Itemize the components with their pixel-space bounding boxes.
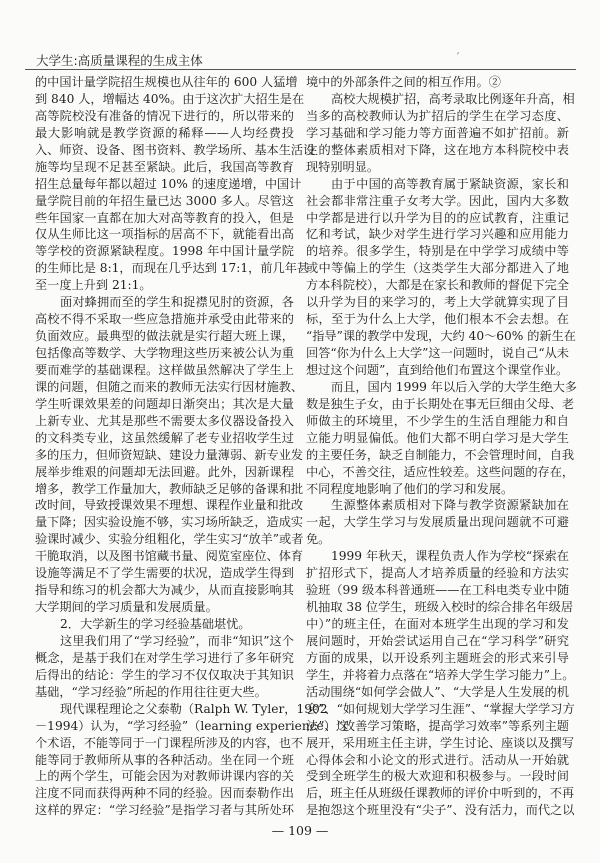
text-line: 量学院目前的年招生量已达 3000 多人。尽管这	[35, 193, 294, 208]
text-line: 最大影响就是教学资源的稀释——人均经费投	[35, 125, 294, 140]
text-line: 受到全班学生的极大欢迎和积极参与。一段时间	[306, 769, 569, 784]
paragraph	[35, 616, 294, 633]
page-number: — 109 —	[271, 823, 329, 838]
right-column	[306, 74, 577, 819]
text-line: 大学期间的学习质量和发展质量。	[35, 600, 218, 615]
text-line: 等学校的资源紧缺程度。1998 年中国计量学院	[35, 244, 294, 259]
text-line: 1999 年秋天，课程负责人作为学校“探索在	[331, 549, 569, 564]
paragraph	[35, 74, 316, 294]
text-line: 增多，教学工作量加大，教师缺乏足够的备课和批	[35, 481, 304, 496]
text-line: 学生，并将着力点落在“培养大学生学习能力”上。	[306, 667, 575, 682]
text-line: 忆和考试，缺少对学生进行学习兴趣和应用能力	[306, 227, 569, 242]
text-line: 注度不同而获得两种不同的经验。因而泰勒作出	[35, 786, 294, 801]
text-line: 中学都是进行以升学为目的的应试教育，注重记	[306, 210, 569, 225]
text-line: 后得出的结论：学生的学习不仅仅取决于其知识	[35, 667, 294, 682]
text-line: 这里我们用了“学习经验”，而非“知识”这个	[60, 633, 294, 648]
text-line: 招生总量每年都以超过 10% 的速度递增，中国计	[35, 176, 302, 191]
text-line: 想过这个问题”，直到给他们布置这个课堂作业。	[306, 362, 569, 377]
text-line: 改时间，导致授课效果不理想、课程作业量和批改	[35, 498, 304, 513]
text-line: 个术语，不能等同于一门课程所涉及的内容，也不	[35, 735, 304, 750]
text-line: 课的问题，但随之而来的教师无法实行因材施教、	[35, 379, 304, 394]
text-line: 心得体会和小论文的形式进行。活动从一开始就	[306, 752, 569, 767]
text-line: 学习基础和学习能力等方面普遍不如扩招前。新	[306, 125, 569, 140]
text-line: 标，至于为什么上大学，他们根本不会去想。在	[306, 312, 569, 327]
text-line: 要而难学的基础课程。这样做虽然解决了学生上	[35, 362, 294, 377]
text-line: 立能力明显偏低。他们大都不明白学习是大学生	[306, 430, 569, 445]
stray-mark: ′	[457, 52, 460, 63]
text-line: 机抽取 38 位学生，班级入校时的综合排名年级居	[306, 600, 574, 615]
text-line: 由于中国的高等教育属于紧缺资源，家长和	[331, 176, 569, 191]
text-line: 指导和练习的机会都大为减少，从而直接影响其	[35, 583, 294, 598]
text-line: 会”、“如何规划大学学习生涯”、“掌握大学学习方	[306, 701, 575, 716]
text-line: 2．大学新生的学习经验基础堪忧。	[60, 617, 251, 631]
text-line: 而且，国内 1999 年以后入学的大学生绝大多	[331, 379, 577, 394]
paragraph	[306, 74, 569, 91]
paragraph	[306, 497, 569, 548]
text-line: 现代课程理论之父泰勒（Ralph W. Tyler，1902	[60, 701, 328, 716]
paragraph	[306, 548, 575, 819]
text-line: 方面的成果，以开设系列主题班会的形式来引导	[306, 650, 569, 665]
text-line: 的文科类专业，这虽然缓解了老专业招收学生过	[35, 430, 294, 445]
text-line: 展开，采用班主任主讲，学生讨论、座谈以及撰写	[306, 735, 575, 750]
paragraph	[306, 379, 577, 498]
text-line: －1994）认为，“学习经验”（learning experience）这	[35, 718, 349, 733]
text-line: 或中等偏上的学生（这类学生大部分都进入了地	[306, 261, 569, 276]
text-line: 社会都非常注重子女考大学。因此，国内大多数	[306, 193, 569, 208]
text-line: 的主要任务，缺乏自制能力，不会管理时间，自我	[306, 447, 575, 462]
text-line: 中）”的班主任，在面对本班学生出现的学习和发	[306, 617, 569, 631]
running-head: 大学生:高质量课程的生成主体	[36, 53, 203, 68]
text-line: 展举步维艰的问题却无法回避。此外，因新课程	[35, 464, 294, 479]
text-line: 高校不得不采取一些应急措施并承受由此带来的	[35, 312, 294, 327]
paragraph	[35, 633, 294, 701]
text-line: 境中的外部条件之间的相互作用。②	[306, 75, 501, 89]
text-line: 师做主的环境里，不少学生的生活自理能力和自	[306, 413, 569, 428]
text-line: 展问题时，开始尝试运用自己在“学习科学”研究	[306, 633, 569, 648]
text-line: 上的两个学生，可能会因为对教师讲课内容的关	[35, 769, 294, 784]
paragraph	[306, 176, 576, 379]
text-line: 不同程度地影响了他们的学习和发展。	[306, 481, 514, 496]
text-line: 高等院校没有准备的情况下进行的，所以带来的	[35, 108, 294, 123]
text-line: 的生师比是 8:1，而现在几乎达到 17:1，前几年甚	[35, 261, 310, 276]
text-line: 扩招形式下，提高人才培养质量的经验和方法实	[306, 566, 569, 581]
text-line: 以升学为目的来学习的，考上大学就算实现了目	[306, 295, 569, 310]
text-line: 能等同于教师所从事的各种活动。坐在同一个班	[35, 752, 294, 767]
text-line: 方本科院校），大都是在家长和教师的督促下完全	[306, 278, 569, 293]
text-line: 这样的界定：“学习经验”是指学习者与其所处环	[35, 803, 294, 818]
text-line: 免。	[306, 532, 331, 547]
text-line: 一起，大学生学习与发展质量出现问题就不可避	[306, 515, 569, 530]
text-line: 负面效应。最典型的做法就是实行超大班上课，	[35, 329, 294, 344]
text-line: 多的压力，但师资短缺、建设力量薄弱、新专业发	[35, 447, 304, 462]
text-line: 量下降；因实验设施不够，实习场所缺乏，造成实	[35, 515, 304, 530]
text-line: 包括像高等数学、大学物理这些历来被公认为重	[35, 346, 294, 360]
text-line: 基础，“学习经验”所起的作用往往更大些。	[35, 684, 267, 699]
paragraph	[35, 701, 349, 820]
text-line: 的培养。很多学生，特别是在中学学习成绩中等	[306, 244, 569, 259]
text-line: 数是独生子女，由于长期处在事无巨细由父母、老	[306, 396, 575, 411]
text-line: 后，班主任从班级任课教师的评价中听到的，不再	[306, 786, 575, 801]
paragraph	[35, 294, 304, 616]
paragraph	[306, 91, 575, 176]
header-rule	[25, 69, 576, 70]
text-line: 生源整体素质相对下降与教学资源紧缺加在	[331, 498, 569, 513]
text-line: 干脆取消，以及图书馆藏书量、阅览室座位、体育	[35, 549, 304, 564]
text-line: 验课时减少、实验分组粗化，学生实习“放羊”或者	[35, 532, 304, 547]
text-line: 验班（99 级本科普通班——在工科电类专业中随	[306, 583, 570, 598]
text-line: “指导”课的教学中发现，大约 40～60% 的新生在	[306, 329, 576, 344]
text-line: 施等均呈现不足甚至紧缺。此后，我国高等教育	[35, 159, 294, 174]
text-line: 至一度上升到 21:1。	[35, 278, 152, 293]
text-line: 的中国计量学院招生规模也从往年的 600 人猛增	[35, 75, 298, 89]
text-line: 现特别明显。	[306, 159, 380, 174]
text-line: 仅从生师比这一项指标的居高不下，就能看出高	[35, 227, 294, 242]
text-line: 入、师资、设备、图书资料、教学场所、基本生活设	[35, 142, 316, 157]
text-line: 高校大规模扩招，高考录取比例逐年升高，相	[331, 91, 575, 106]
text-line: 到 840 人，增幅达 40%。由于这次扩大招生是在	[35, 91, 305, 106]
text-line: 学生听课效果差的问题却日渐突出；其次是大量	[35, 396, 294, 411]
text-line: 上新专业、尤其是那些不需要太多仪器设备投入	[35, 413, 294, 428]
text-line: 面对蜂拥而至的学生和捉襟见肘的资源，各	[60, 295, 294, 310]
text-line: 是抱怨这个班里没有“尖子”、没有活力，而代之以	[306, 803, 575, 818]
text-line: 法”、“改善学习策略，提高学习效率”等系列主题	[306, 718, 569, 733]
text-line: 当多的高校教师认为扩招后的学生在学习态度、	[306, 108, 569, 123]
text-line: 概念，是基于我们在对学生学习进行了多年研究	[35, 650, 294, 665]
text-line: 活动围绕“如何学会做人”、“大学是人生发展的机	[306, 684, 569, 699]
text-line: 回答“你为什么上大学”这一问题时，说自己“从未	[306, 346, 569, 360]
text-line: 生的整体素质相对下降，这在地方本科院校中表	[306, 142, 569, 157]
text-line: 中心，不善交往，适应性较差。这些问题的存在，	[306, 464, 575, 479]
text-line: 些年国家一直都在加大对高等教育的投入，但是	[35, 210, 294, 225]
text-line: 设施等满足不了学生需要的状况，造成学生得到	[35, 566, 294, 581]
